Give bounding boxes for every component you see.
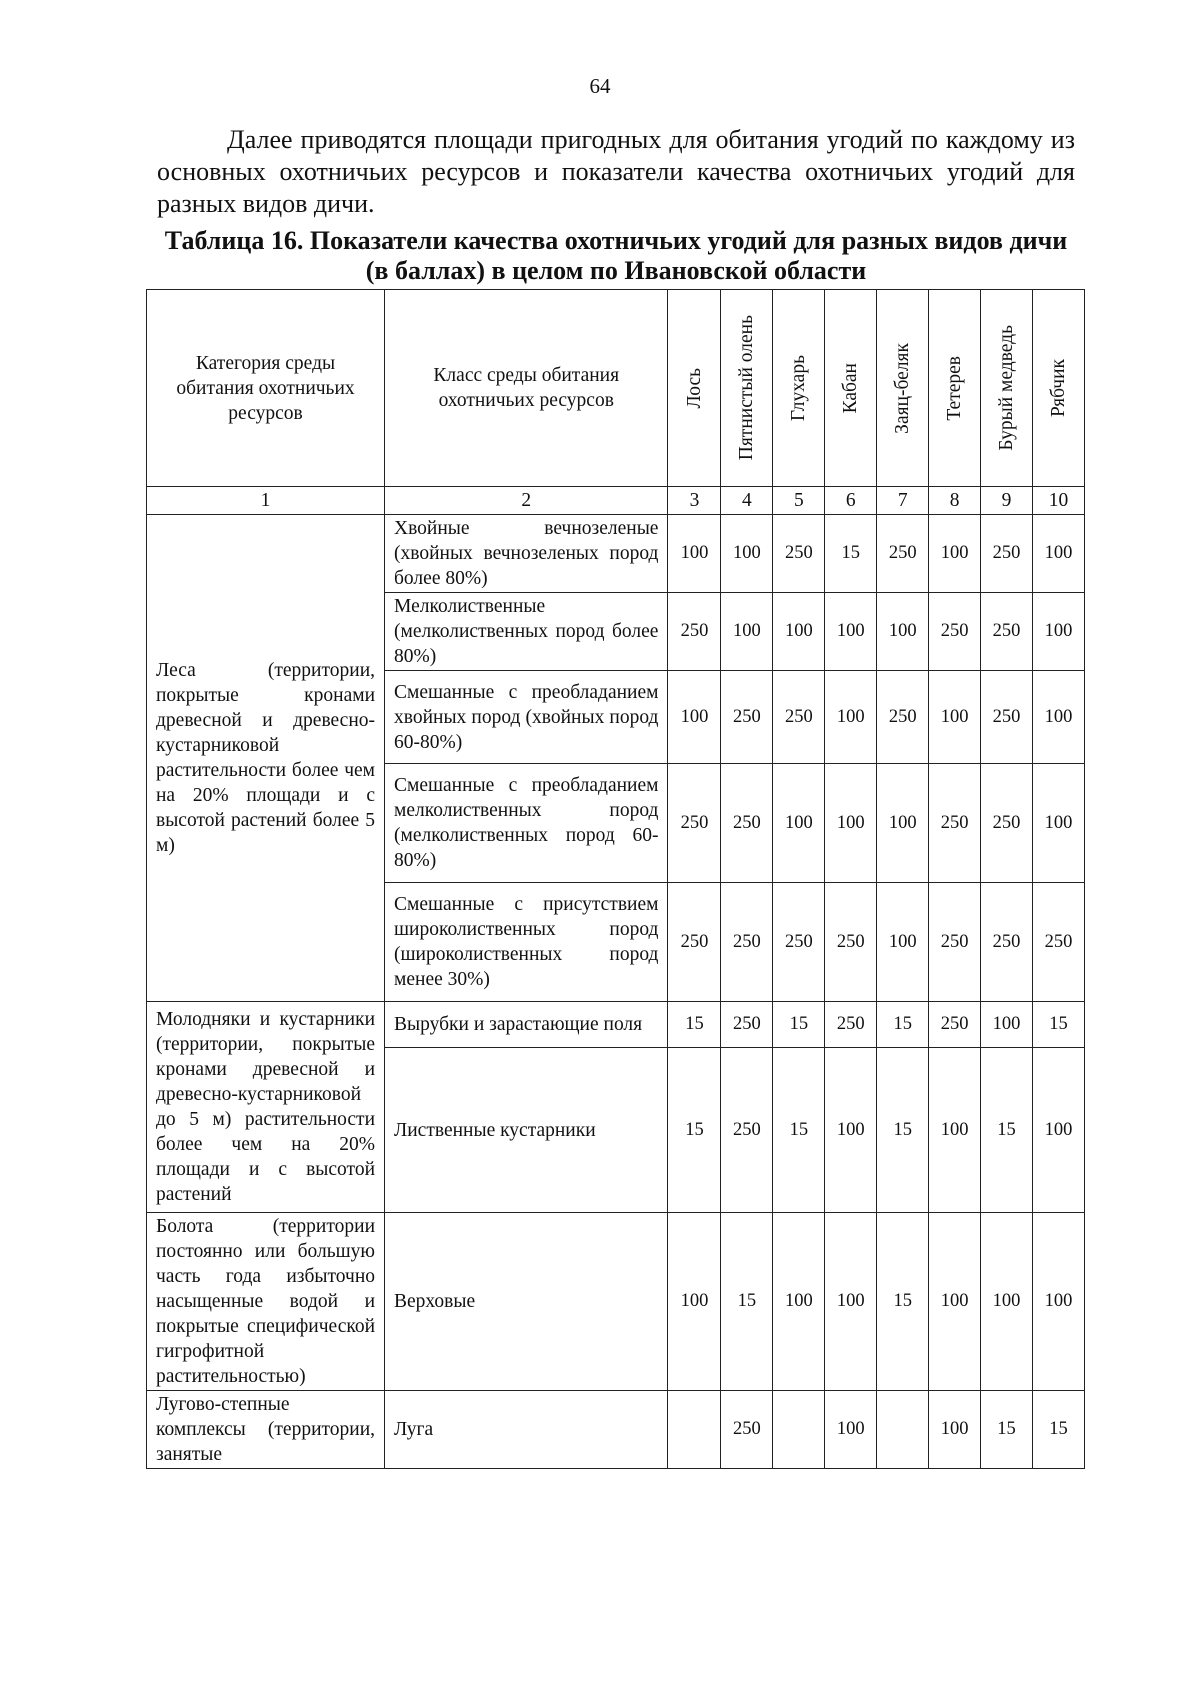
value-cell: 15 — [668, 1048, 721, 1213]
value-cell: 100 — [929, 515, 981, 593]
value-cell: 15 — [1033, 1002, 1085, 1048]
value-cell: 15 — [981, 1391, 1033, 1469]
value-cell: 100 — [825, 764, 877, 883]
column-number: 9 — [981, 487, 1033, 515]
header-category: Категория среды обитания охотничьих ресурсов — [147, 290, 385, 487]
header-species-label: Бурый медведь — [996, 325, 1018, 451]
class-cell: Вырубки и зарастающие поля — [385, 1002, 668, 1048]
class-cell: Лиственные кустарники — [385, 1048, 668, 1213]
column-number: 2 — [385, 487, 668, 515]
value-cell: 250 — [668, 593, 721, 671]
value-cell: 250 — [721, 883, 773, 1002]
column-number: 10 — [1033, 487, 1085, 515]
class-cell: Мелколиственные (мелколиственных пород более 80%) — [385, 593, 668, 671]
value-cell: 250 — [981, 671, 1033, 764]
value-cell: 100 — [929, 1391, 981, 1469]
value-cell — [668, 1391, 721, 1469]
value-cell: 250 — [877, 515, 929, 593]
value-cell: 100 — [929, 1213, 981, 1391]
value-cell: 100 — [773, 764, 825, 883]
header-species-zayats — [877, 290, 929, 487]
value-cell: 100 — [929, 1048, 981, 1213]
category-cell-bogs: Болота (территории постоянно или большую часть года избыточно насыщенные водой и покрытые специфической гигрофитной растительностью) — [147, 1213, 385, 1391]
category-cell-forests: Леса (территории, покрытые кронами древесной и древесно-кустарниковой растительности более чем на 20% площади и с высотой растений более 5 м) — [147, 515, 385, 1002]
value-cell: 250 — [721, 764, 773, 883]
value-cell: 100 — [721, 593, 773, 671]
value-cell: 250 — [929, 593, 981, 671]
value-cell: 250 — [981, 593, 1033, 671]
column-number: 7 — [877, 487, 929, 515]
value-cell: 250 — [929, 764, 981, 883]
header-species-label: Кабан — [840, 362, 862, 414]
header-species-label: Пятнистый олень — [736, 315, 758, 461]
column-number: 8 — [929, 487, 981, 515]
column-number: 3 — [668, 487, 721, 515]
class-cell: Луга — [385, 1391, 668, 1469]
value-cell: 250 — [668, 764, 721, 883]
habitat-quality-table — [146, 289, 1085, 1469]
value-cell: 100 — [773, 593, 825, 671]
header-species-kaban — [825, 290, 877, 487]
table-row — [147, 1391, 1085, 1469]
page-number: 64 — [589, 74, 611, 98]
column-number: 5 — [773, 487, 825, 515]
value-cell: 100 — [981, 1002, 1033, 1048]
column-number: 1 — [147, 487, 385, 515]
value-cell: 250 — [877, 671, 929, 764]
value-cell: 250 — [773, 515, 825, 593]
column-number-row — [147, 487, 1085, 515]
value-cell: 250 — [773, 671, 825, 764]
value-cell: 250 — [721, 1391, 773, 1469]
column-number: 6 — [825, 487, 877, 515]
header-species-medved — [981, 290, 1033, 487]
value-cell: 250 — [929, 883, 981, 1002]
category-cell-meadows: Лугово-степные комплексы (территории, занятые — [147, 1391, 385, 1469]
class-cell: Смешанные с присутствием широколиственных пород (широколиственных пород менее 30%) — [385, 883, 668, 1002]
value-cell: 100 — [825, 671, 877, 764]
value-cell — [877, 1391, 929, 1469]
value-cell: 100 — [668, 515, 721, 593]
class-cell: Хвойные вечнозеленые (хвойных вечнозеленых пород более 80%) — [385, 515, 668, 593]
value-cell: 100 — [668, 671, 721, 764]
value-cell: 15 — [773, 1002, 825, 1048]
value-cell: 15 — [721, 1213, 773, 1391]
value-cell: 100 — [825, 1213, 877, 1391]
value-cell: 250 — [773, 883, 825, 1002]
header-class: Класс среды обитания охотничьих ресурсов — [385, 290, 668, 487]
intro-paragraph: Далее приводятся площади пригодных для обитания угодий по каждому из основных охотничьих ресурсов и показатели качества охотничьих угодий для разных видов дичи. — [157, 125, 1075, 218]
value-cell: 250 — [981, 764, 1033, 883]
category-cell-young-growth: Молодняки и кустарники (территории, покрытые кронами древесной и древесно-кустарниковой до 5 м) растительности более чем на 20% площади и с высотой растений — [147, 1002, 385, 1213]
value-cell: 15 — [773, 1048, 825, 1213]
value-cell: 100 — [1033, 671, 1085, 764]
table-row — [147, 1002, 1085, 1048]
header-species-glukhar — [773, 290, 825, 487]
header-species-ryabchik — [1033, 290, 1085, 487]
value-cell: 15 — [981, 1048, 1033, 1213]
value-cell: 15 — [825, 515, 877, 593]
table-header-row — [147, 290, 1085, 487]
value-cell: 100 — [1033, 515, 1085, 593]
table-row — [147, 1213, 1085, 1391]
table-caption: Таблица 16. Показатели качества охотничьих угодий для разных видов дичи (в баллах) в целом по Ивановской области — [164, 226, 1068, 285]
header-species-label: Тетерев — [944, 355, 966, 421]
value-cell: 250 — [721, 1048, 773, 1213]
value-cell: 250 — [721, 1002, 773, 1048]
value-cell: 100 — [668, 1213, 721, 1391]
value-cell: 100 — [825, 1391, 877, 1469]
value-cell: 100 — [1033, 1048, 1085, 1213]
value-cell: 250 — [929, 1002, 981, 1048]
value-cell: 15 — [877, 1048, 929, 1213]
header-species-teterev — [929, 290, 981, 487]
value-cell: 15 — [1033, 1391, 1085, 1469]
header-species-label: Рябчик — [1048, 359, 1069, 417]
header-species-olen — [721, 290, 773, 487]
class-cell: Смешанные с преобладанием хвойных пород (хвойных пород 60-80%) — [385, 671, 668, 764]
value-cell: 100 — [981, 1213, 1033, 1391]
value-cell: 250 — [825, 883, 877, 1002]
class-cell: Смешанные с преобладанием мелколиственных пород (мелколиственных пород 60-80%) — [385, 764, 668, 883]
value-cell: 100 — [721, 515, 773, 593]
value-cell: 15 — [877, 1213, 929, 1391]
value-cell: 100 — [1033, 764, 1085, 883]
column-number: 4 — [721, 487, 773, 515]
value-cell: 250 — [981, 515, 1033, 593]
value-cell: 15 — [668, 1002, 721, 1048]
class-cell: Верховые — [385, 1213, 668, 1391]
header-species-label: Заяц-беляк — [892, 342, 914, 434]
value-cell: 100 — [929, 671, 981, 764]
table-row — [147, 515, 1085, 593]
value-cell: 100 — [877, 593, 929, 671]
value-cell: 100 — [1033, 1213, 1085, 1391]
header-species-los — [668, 290, 721, 487]
value-cell: 100 — [1033, 593, 1085, 671]
value-cell: 100 — [825, 593, 877, 671]
value-cell: 250 — [981, 883, 1033, 1002]
value-cell: 250 — [1033, 883, 1085, 1002]
value-cell: 15 — [877, 1002, 929, 1048]
header-species-label: Лось — [683, 367, 705, 409]
value-cell: 100 — [773, 1213, 825, 1391]
value-cell: 100 — [877, 883, 929, 1002]
value-cell: 100 — [825, 1048, 877, 1213]
value-cell: 100 — [877, 764, 929, 883]
value-cell: 250 — [668, 883, 721, 1002]
value-cell: 250 — [721, 671, 773, 764]
header-species-label: Глухарь — [788, 354, 810, 422]
value-cell — [773, 1391, 825, 1469]
value-cell: 250 — [825, 1002, 877, 1048]
